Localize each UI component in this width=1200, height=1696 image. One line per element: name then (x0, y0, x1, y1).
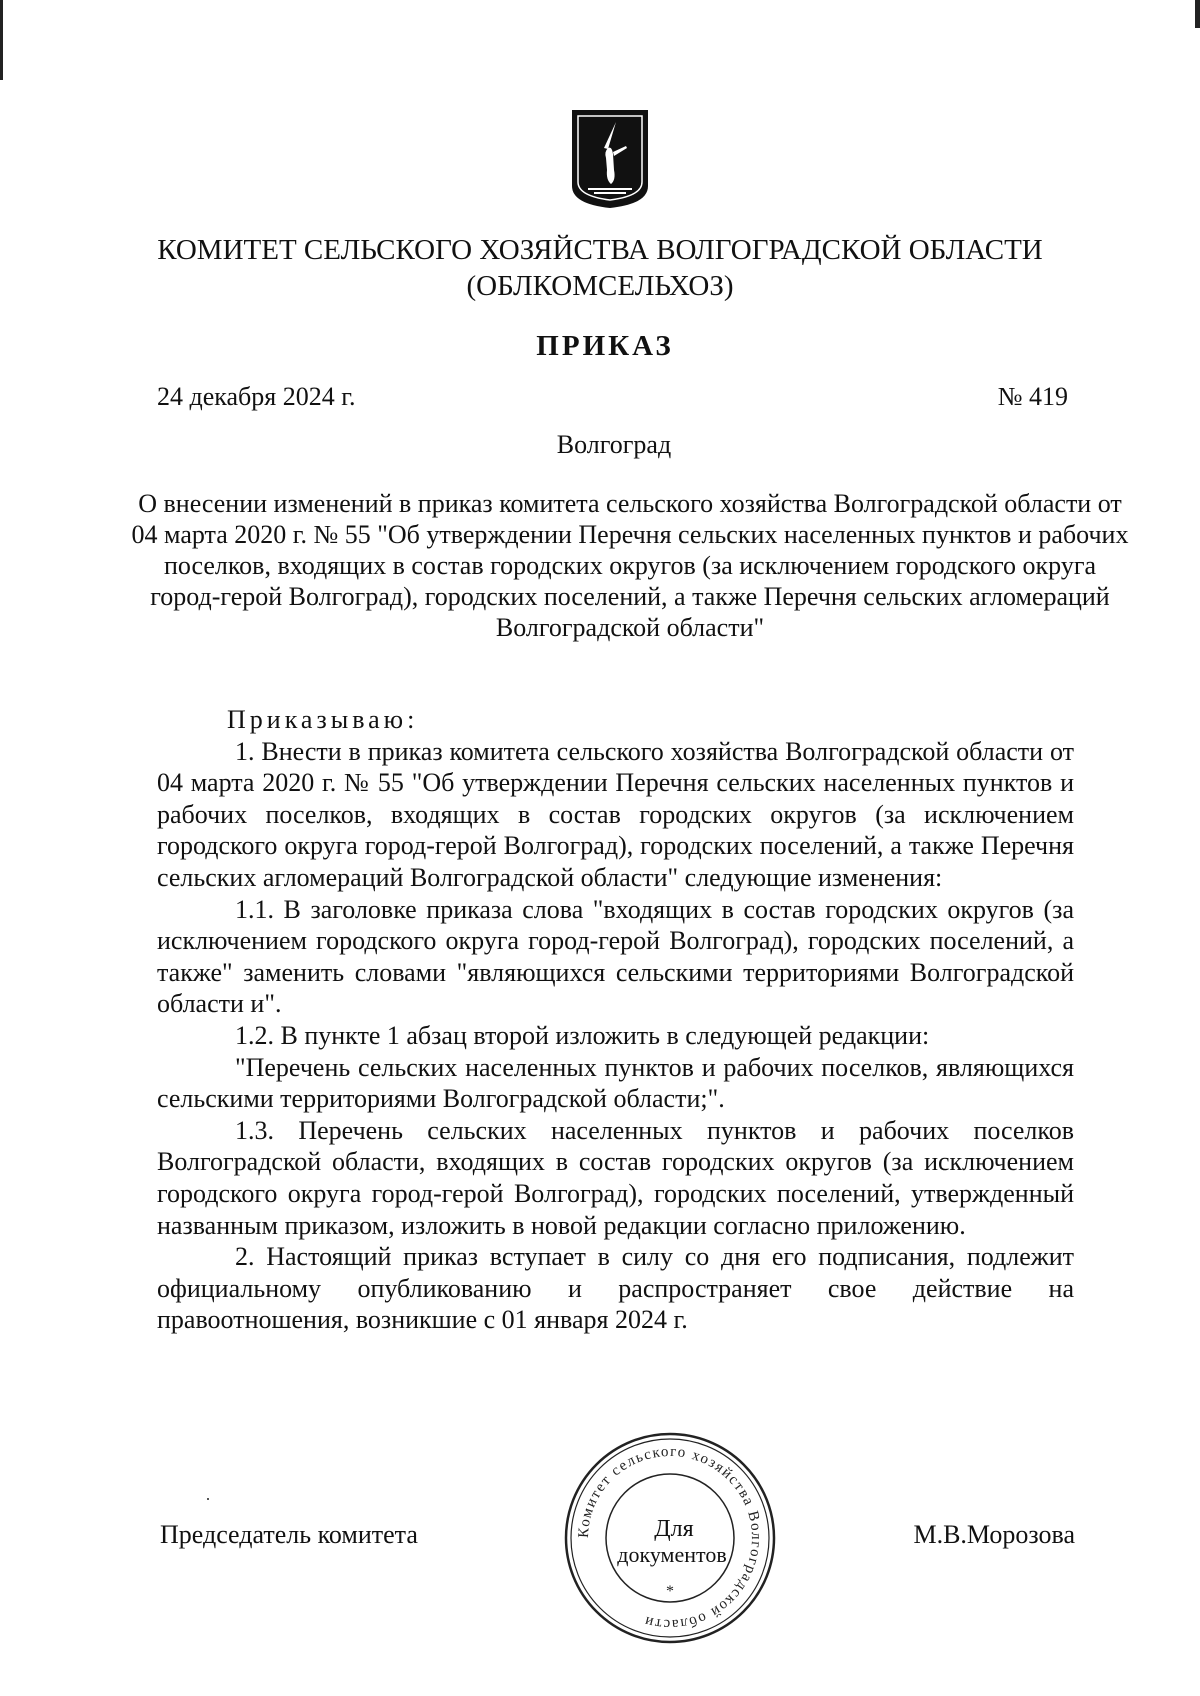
scan-corner-mark (1195, 0, 1200, 28)
organization-header (100, 232, 1100, 304)
paragraph-1-2: 1.2. В пункте 1 абзац второй изложить в следующей редакции: (235, 1020, 930, 1050)
organization-name: КОМИТЕТ СЕЛЬСКОГО ХОЗЯЙСТВА ВОЛГОГРАДСКОЙ ОБЛАСТИ (157, 234, 1043, 266)
stamp-center-line1: Для (654, 1516, 694, 1542)
official-stamp (560, 1428, 780, 1648)
signatory-position: Председатель комитета (160, 1520, 418, 1549)
document-subject: О внесении изменений в приказ комитета сельского хозяйства Волгоградской области от 04 марта 2020 г. № 55 "Об утверждении Перечня сельских населенных пунктов и рабочих поселков, входящих в состав городских округов (за исключением городского округа город-герой Волгоград), городских поселений, а также Перечня сельских агломераций Волгоградской области" (131, 489, 1129, 642)
paragraph-1-2-quote: "Перечень сельских населенных пунктов и рабочих поселков, являющихся сельскими территориями Волгоградской области;". (157, 1052, 1074, 1114)
stamp-center-line2: документов (617, 1542, 727, 1567)
organization-abbreviation: (ОБЛКОМСЕЛЬХОЗ) (466, 270, 734, 302)
paragraph-1-3: 1.3. Перечень сельских населенных пунктов и рабочих поселков Волгоградской области, входящих в состав городских округов (за исключением городского округа город-герой Волгоград), городских поселений, утвержденный названным приказом, изложить в новой редакции согласно приложению. (157, 1115, 1074, 1240)
volgograd-emblem-icon (570, 108, 650, 210)
scan-edge-mark (0, 0, 3, 80)
paragraph-1: 1. Внести в приказ комитета сельского хозяйства Волгоградской области от 04 марта 2020 г. № 55 "Об утверждении Перечня сельских населенных пунктов и рабочих поселков, входящих в состав городских округов (за исключением городского округа город-герой Волгоград), городских поселений, а также Перечня сельских агломераций Волгоградской области" следующие изменения: (157, 736, 1074, 892)
stamp-ring-text: Комитет сельского хозяйства Волгоградской области (575, 1443, 765, 1633)
signatory-name: М.В.Морозова (913, 1520, 1075, 1549)
document-number: № 419 (997, 382, 1068, 411)
scan-speck (207, 1498, 209, 1500)
document-body (157, 704, 1074, 1336)
document-date: 24 декабря 2024 г. (157, 382, 356, 411)
svg-text:*: * (666, 1583, 674, 1600)
order-word: Приказываю: (227, 705, 419, 734)
document-title: ПРИКАЗ (536, 330, 674, 362)
paragraph-1-1: 1.1. В заголовке приказа слова "входящих в состав городских округов (за исключением городского округа город-герой Волгоград), городских поселений, а также" заменить словами "являющихся сельскими территориями Волгоградской области и". (157, 894, 1074, 1019)
document-city: Волгоград (556, 430, 672, 459)
paragraph-2: 2. Настоящий приказ вступает в силу со дня его подписания, подлежит официальному опубликованию и распространяет свое действие на правоотношения, возникшие с 01 января 2024 г. (157, 1242, 1074, 1335)
